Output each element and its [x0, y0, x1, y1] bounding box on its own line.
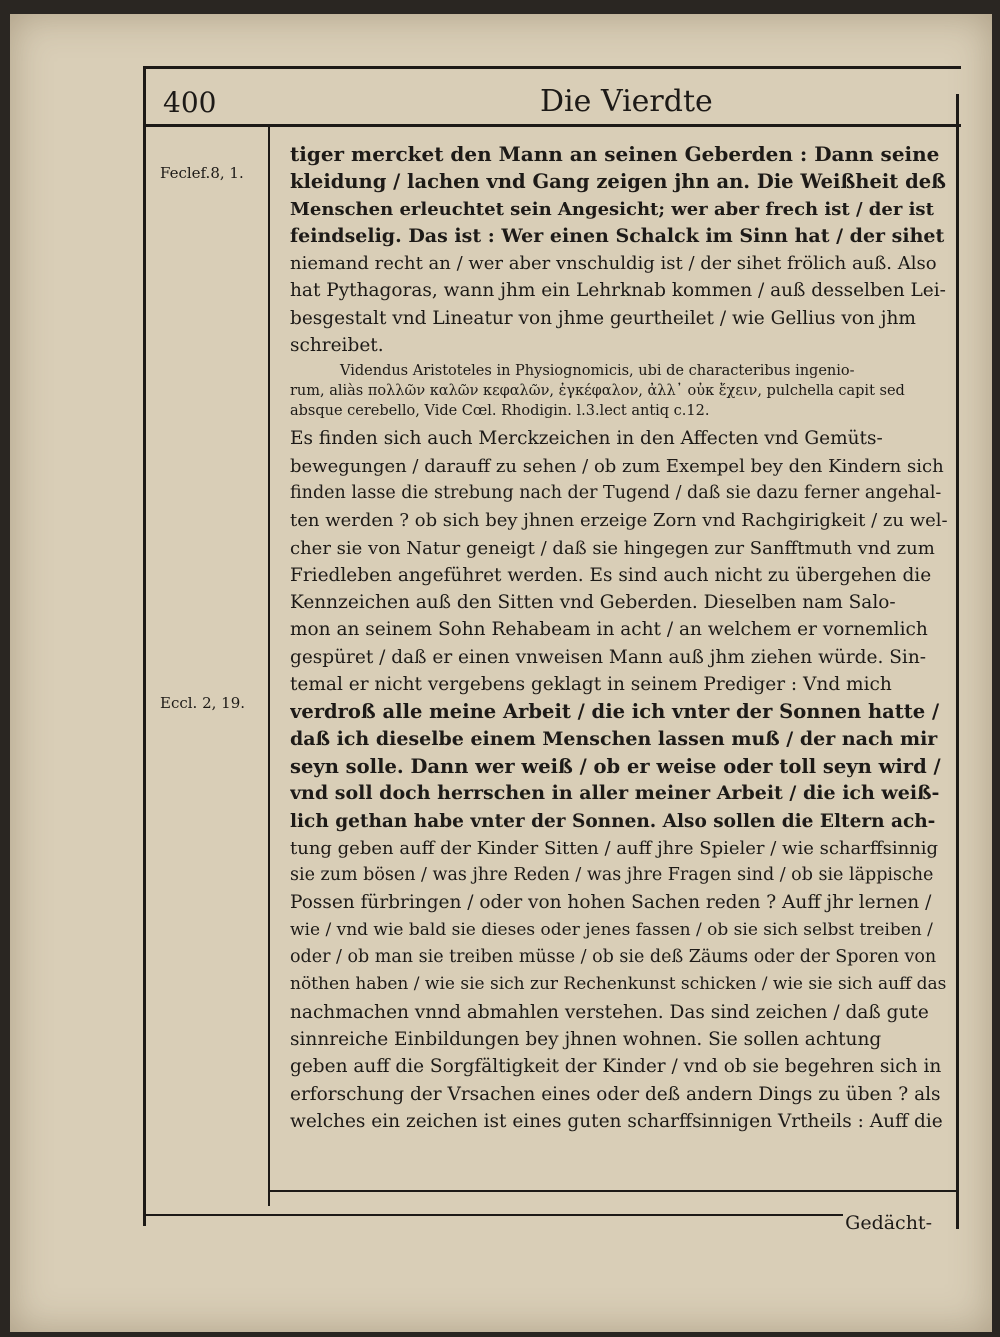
text-line: niemand recht an / wer aber vnschuldig ist / der sihet frölich auß. Also	[290, 253, 937, 275]
text-line: Es finden sich auch Merckzeichen in den Affecten vnd Gemüts-	[290, 428, 883, 450]
text-bottom-rule	[268, 1190, 958, 1192]
text-line: mon an seinem Sohn Rehabeam in acht / an welchem er vornemlich	[290, 619, 928, 641]
header-rule-top	[143, 66, 961, 69]
paragraph-block	[290, 141, 950, 359]
text-line: Menschen erleuchtet sein Angesicht; wer aber frech ist / der ist	[290, 198, 934, 220]
text-line: geben auff die Sorgfältigkeit der Kinder / vnd ob sie begehren sich in	[290, 1056, 942, 1078]
text-line: lich gethan habe vnter der Sonnen. Also sollen die Eltern ach-	[290, 810, 936, 832]
text-line: Kennzeichen auß den Sitten vnd Geberden. Dieselben nam Salo-	[290, 592, 896, 614]
text-line: bewegungen / darauff zu sehen / ob zum Exempel bey den Kindern sich	[290, 455, 944, 477]
margin-note: Eccl. 2, 19.	[160, 694, 246, 712]
text-line: oder / ob man sie treiben müsse / ob sie deß Zäums oder der Sporen von	[290, 947, 937, 968]
text-line: finden lasse die strebung nach der Tugend / daß sie dazu ferner angehal-	[290, 482, 942, 503]
latin-note-line: rum, aliàs πολλῶν καλῶν κεφαλῶν, ἐγκέφαλον, ἀλλ᾽ οὐκ ἔχειν, pulchella capit sed	[290, 383, 905, 400]
text-line: feindselig. Das ist : Wer einen Schalck im Sinn hat / der sihet	[290, 224, 945, 247]
text-line: nöthen haben / wie sie sich zur Rechenkunst schicken / wie sie sich auff das	[290, 974, 947, 995]
text-line: verdroß alle meine Arbeit / die ich vnter der Sonnen hatte /	[290, 700, 940, 724]
text-line: wie / vnd wie bald sie dieses oder jenes fassen / ob sie sich selbst treiben /	[290, 919, 933, 940]
text-line: temal er nicht vergebens geklagt in seinem Prediger : Vnd mich	[290, 674, 892, 696]
header-rule-bottom	[143, 124, 961, 127]
latin-note	[290, 361, 950, 421]
text-line: sie zum bösen / was jhre Reden / was jhre Fragen sind / ob sie läppische	[290, 865, 934, 886]
text-line: vnd soll doch herrschen in aller meiner Arbeit / die ich weiß-	[290, 782, 940, 805]
text-line: cher sie von Natur geneigt / daß sie hingegen zur Sanfftmuth vnd zum	[290, 537, 935, 559]
text-line: schreibet.	[290, 335, 384, 357]
book-page	[10, 14, 992, 1332]
frame-right-rule	[956, 94, 959, 1229]
text-line: seyn solle. Dann wer weiß / ob er weise oder toll seyn wird /	[290, 754, 941, 778]
latin-note-line: Videndus Aristoteles in Physiognomicis, ubi de characteribus ingenio-	[340, 363, 855, 380]
text-line: Friedleben angeführet werden. Es sind auch nicht zu übergehen die	[290, 564, 932, 586]
text-line: sinnreiche Einbildungen bey jhnen wohnen. Sie sollen achtung	[290, 1028, 882, 1050]
page-number: 400	[163, 86, 217, 119]
text-line: gespüret / daß er einen vnweisen Mann auß jhm ziehen würde. Sin-	[290, 646, 926, 668]
margin-column-rule	[268, 126, 270, 1206]
footer-rule	[143, 1214, 843, 1216]
text-line: hat Pythagoras, wann jhm ein Lehrknab kommen / auß desselben Lei-	[290, 280, 946, 302]
text-line: Possen fürbringen / oder von hohen Sachen reden ? Auff jhr lernen /	[290, 892, 932, 914]
text-line: nachmachen vnnd abmahlen verstehen. Das sind zeichen / daß gute	[290, 1001, 929, 1023]
text-line: kleidung / lachen vnd Gang zeigen jhn an. Die Weißheit deß	[290, 170, 946, 194]
text-line: welches ein zeichen ist eines guten scharffsinnigen Vrtheils : Auff die	[290, 1110, 943, 1132]
margin-note: Feclef.8, 1.	[160, 164, 244, 182]
paragraph-block	[290, 425, 950, 1135]
catchword: Gedächt-	[845, 1212, 932, 1234]
text-line: erforschung der Vrsachen eines oder deß andern Dings zu üben ? als	[290, 1083, 941, 1105]
body-text	[290, 141, 950, 1135]
text-line: ten werden ? ob sich bey jhnen erzeige Zorn vnd Rachgirigkeit / zu wel-	[290, 510, 948, 532]
text-line: tung geben auff der Kinder Sitten / auff jhre Spieler / wie scharffsinnig	[290, 837, 939, 859]
text-line: besgestalt vnd Lineatur von jhme geurtheilet / wie Gellius von jhm	[290, 307, 916, 329]
running-title: Die Vierdte	[540, 84, 713, 119]
text-line: daß ich dieselbe einem Menschen lassen muß / der nach mir	[290, 727, 938, 750]
frame-left-rule	[143, 66, 146, 1226]
latin-note-line: absque cerebello, Vide Cœl. Rhodigin. l.3.lect antiq c.12.	[290, 403, 710, 420]
text-line: tiger mercket den Mann an seinen Geberden : Dann seine	[290, 142, 940, 166]
